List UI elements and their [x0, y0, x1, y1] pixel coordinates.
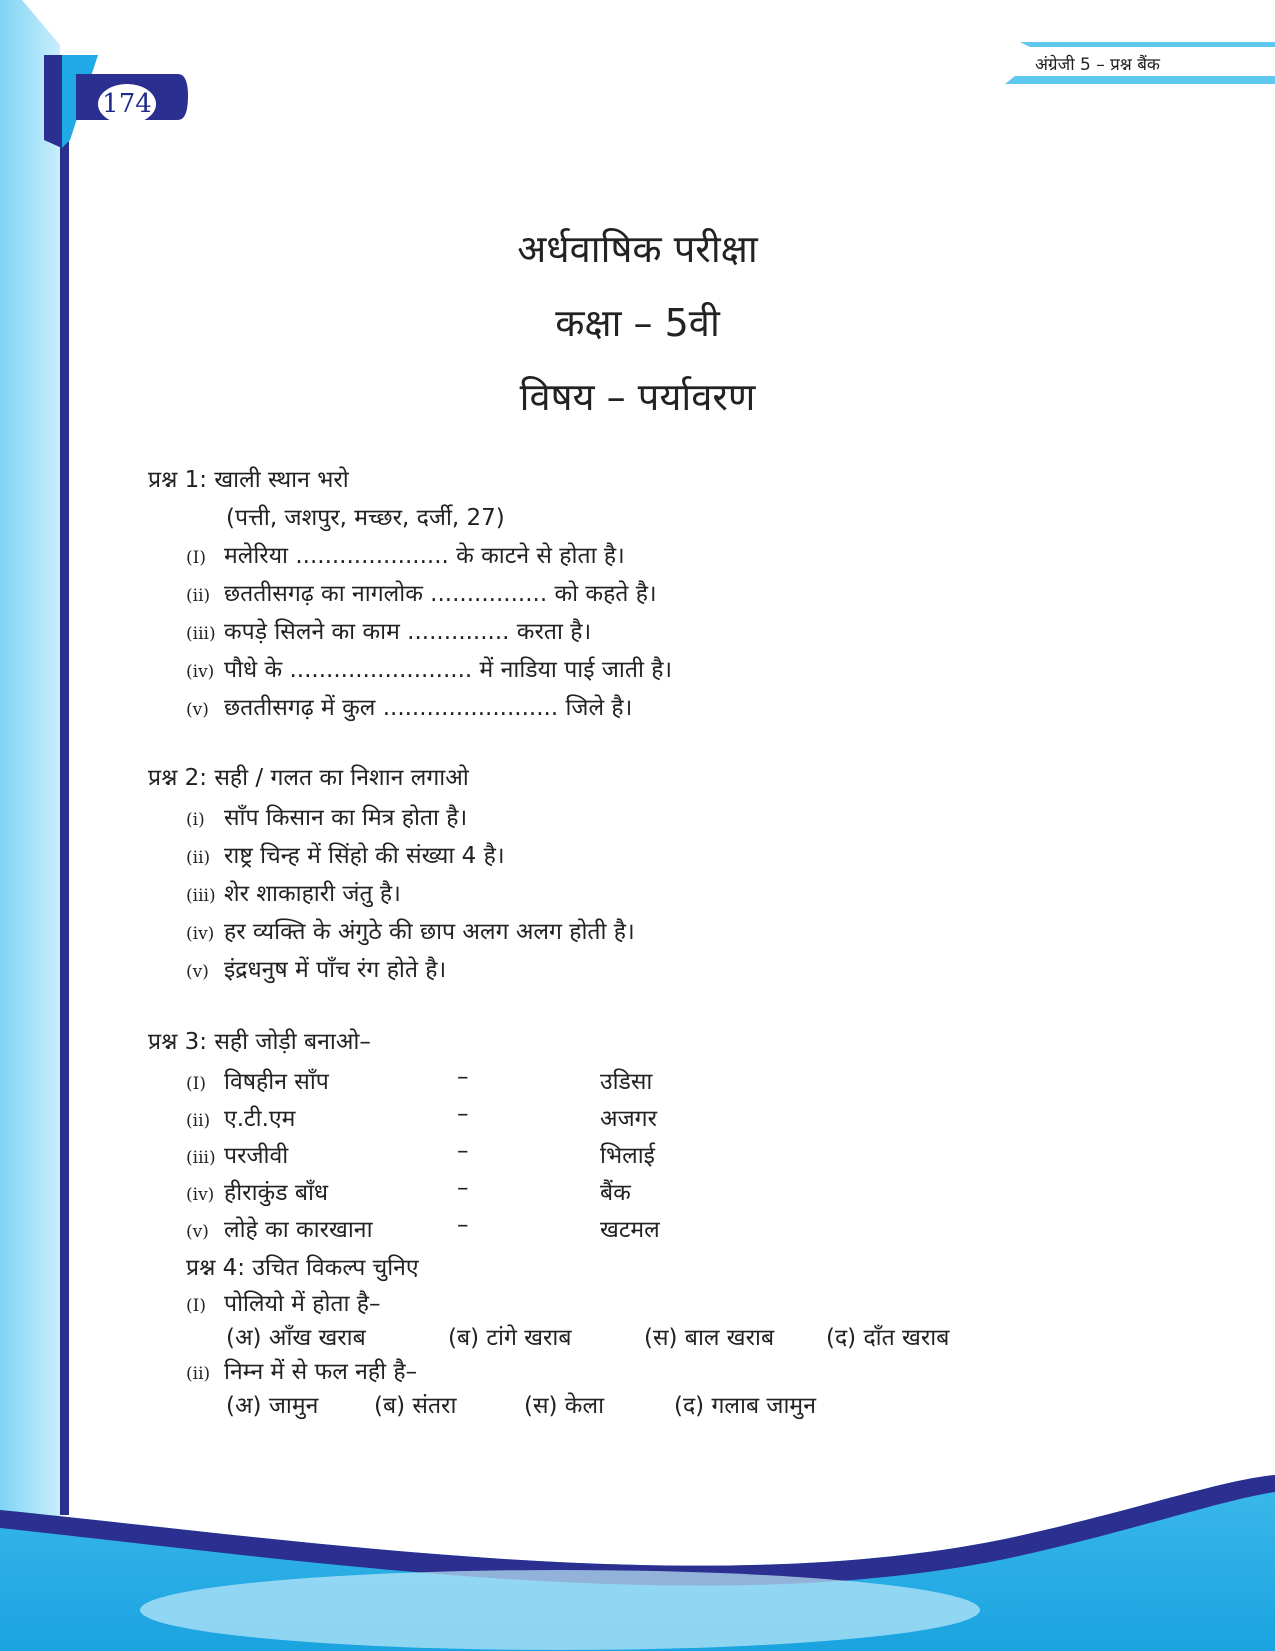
- item-text: शेर शाकाहारी जंतु है।: [224, 881, 401, 907]
- option-b: (ब) टांगे खराब: [448, 1325, 572, 1351]
- option-c: (स) केला: [524, 1393, 605, 1419]
- item-number: (I): [186, 1296, 206, 1316]
- option-a: (अ) आँख खराब: [226, 1325, 366, 1351]
- match-dash: –: [457, 1212, 469, 1238]
- list-item: [186, 652, 672, 684]
- subject-title: विषय – पर्यावरण: [519, 375, 756, 419]
- question-1-heading: प्रश्न 1: खाली स्थान भरो: [148, 467, 349, 493]
- list-item: [186, 876, 401, 908]
- item-number: (v): [186, 700, 209, 720]
- item-number: (I): [186, 548, 206, 568]
- exam-title: अर्धवाषिक परीक्षा: [517, 227, 758, 271]
- match-left: हीराकुंड बाँध: [224, 1180, 329, 1206]
- match-left: लोहे का कारखाना: [224, 1217, 373, 1243]
- question-2-heading: प्रश्न 2: सही / गलत का निशान लगाओ: [148, 765, 469, 791]
- item-text: हर व्यक्ति के अंगुठे की छाप अलग अलग होती है।: [224, 919, 635, 945]
- option-b: (ब) संतरा: [374, 1393, 457, 1419]
- list-item: [186, 1354, 417, 1386]
- option-c: (स) बाल खराब: [644, 1325, 775, 1351]
- item-text: पोलियो में होता है–: [224, 1291, 381, 1317]
- item-number: (iii): [186, 624, 216, 644]
- item-number: (v): [186, 962, 209, 982]
- question-1-options: (पत्ती, जशपुर, मच्छर, दर्जी, 27): [226, 505, 505, 531]
- match-dash: –: [457, 1175, 469, 1201]
- item-text: मलेरिया ..................... के काटने से होता है।: [224, 543, 625, 569]
- item-text: छततीसगढ़ में कुल ........................ जिले है।: [224, 695, 633, 721]
- item-number: (i): [186, 810, 205, 830]
- page-number: 174: [98, 84, 156, 124]
- item-text: इंद्रधनुष में पाँच रंग होते है।: [224, 957, 447, 983]
- match-right: बैंक: [600, 1180, 631, 1206]
- option-a: (अ) जामुन: [226, 1393, 319, 1419]
- match-right: अजगर: [600, 1106, 657, 1132]
- match-left: ए.टी.एम: [224, 1106, 296, 1132]
- running-header: अंग्रेजी 5 – प्रश्न बैंक: [1035, 55, 1160, 75]
- match-dash: –: [457, 1138, 469, 1164]
- item-text: कपड़े सिलने का काम .............. करता है।: [224, 619, 592, 645]
- item-text: राष्ट्र चिन्ह में सिंहो की संख्या 4 है।: [224, 843, 505, 869]
- match-row: [186, 1064, 886, 1096]
- option-d: (द) दाँत खराब: [826, 1325, 950, 1351]
- item-number: (iv): [186, 662, 215, 682]
- match-right: खटमल: [600, 1217, 660, 1243]
- class-title: कक्षा – 5वी: [555, 301, 720, 345]
- match-row: [186, 1212, 886, 1244]
- item-number: (iii): [186, 886, 216, 906]
- match-row: [186, 1175, 886, 1207]
- item-number: (iv): [186, 1185, 215, 1205]
- match-row: [186, 1138, 886, 1170]
- match-dash: –: [457, 1064, 469, 1090]
- item-text: साँप किसान का मित्र होता है।: [224, 805, 468, 831]
- list-item: [186, 914, 635, 946]
- list-item: [186, 576, 657, 608]
- item-number: (ii): [186, 848, 211, 868]
- item-text: पौधे के ......................... में नाडिया पाई जाती है।: [224, 657, 673, 683]
- item-text: निम्न में से फल नही है–: [224, 1359, 418, 1385]
- match-right: उडिसा: [600, 1069, 653, 1095]
- match-row: [186, 1101, 886, 1133]
- match-left: विषहीन साँप: [224, 1069, 329, 1095]
- list-item: [186, 838, 505, 870]
- match-dash: –: [457, 1101, 469, 1127]
- option-d: (द) गलाब जामुन: [674, 1393, 816, 1419]
- list-item: [186, 800, 467, 832]
- item-number: (I): [186, 1074, 206, 1094]
- match-left: परजीवी: [224, 1143, 289, 1169]
- item-number: (v): [186, 1222, 209, 1242]
- item-number: (iv): [186, 924, 215, 944]
- item-number: (ii): [186, 586, 211, 606]
- list-item: [186, 614, 591, 646]
- item-number: (ii): [186, 1364, 211, 1384]
- question-4-heading: प्रश्न 4: उचित विकल्प चुनिए: [186, 1255, 419, 1281]
- list-item: [186, 952, 446, 984]
- item-number: (ii): [186, 1111, 211, 1131]
- item-number: (iii): [186, 1148, 216, 1168]
- list-item: [186, 538, 625, 570]
- question-3-heading: प्रश्न 3: सही जोड़ी बनाओ–: [148, 1029, 371, 1055]
- list-item: [186, 1286, 381, 1318]
- list-item: [186, 690, 632, 722]
- item-text: छततीसगढ़ का नागलोक ................ को कहते है।: [224, 581, 657, 607]
- match-right: भिलाई: [600, 1143, 655, 1169]
